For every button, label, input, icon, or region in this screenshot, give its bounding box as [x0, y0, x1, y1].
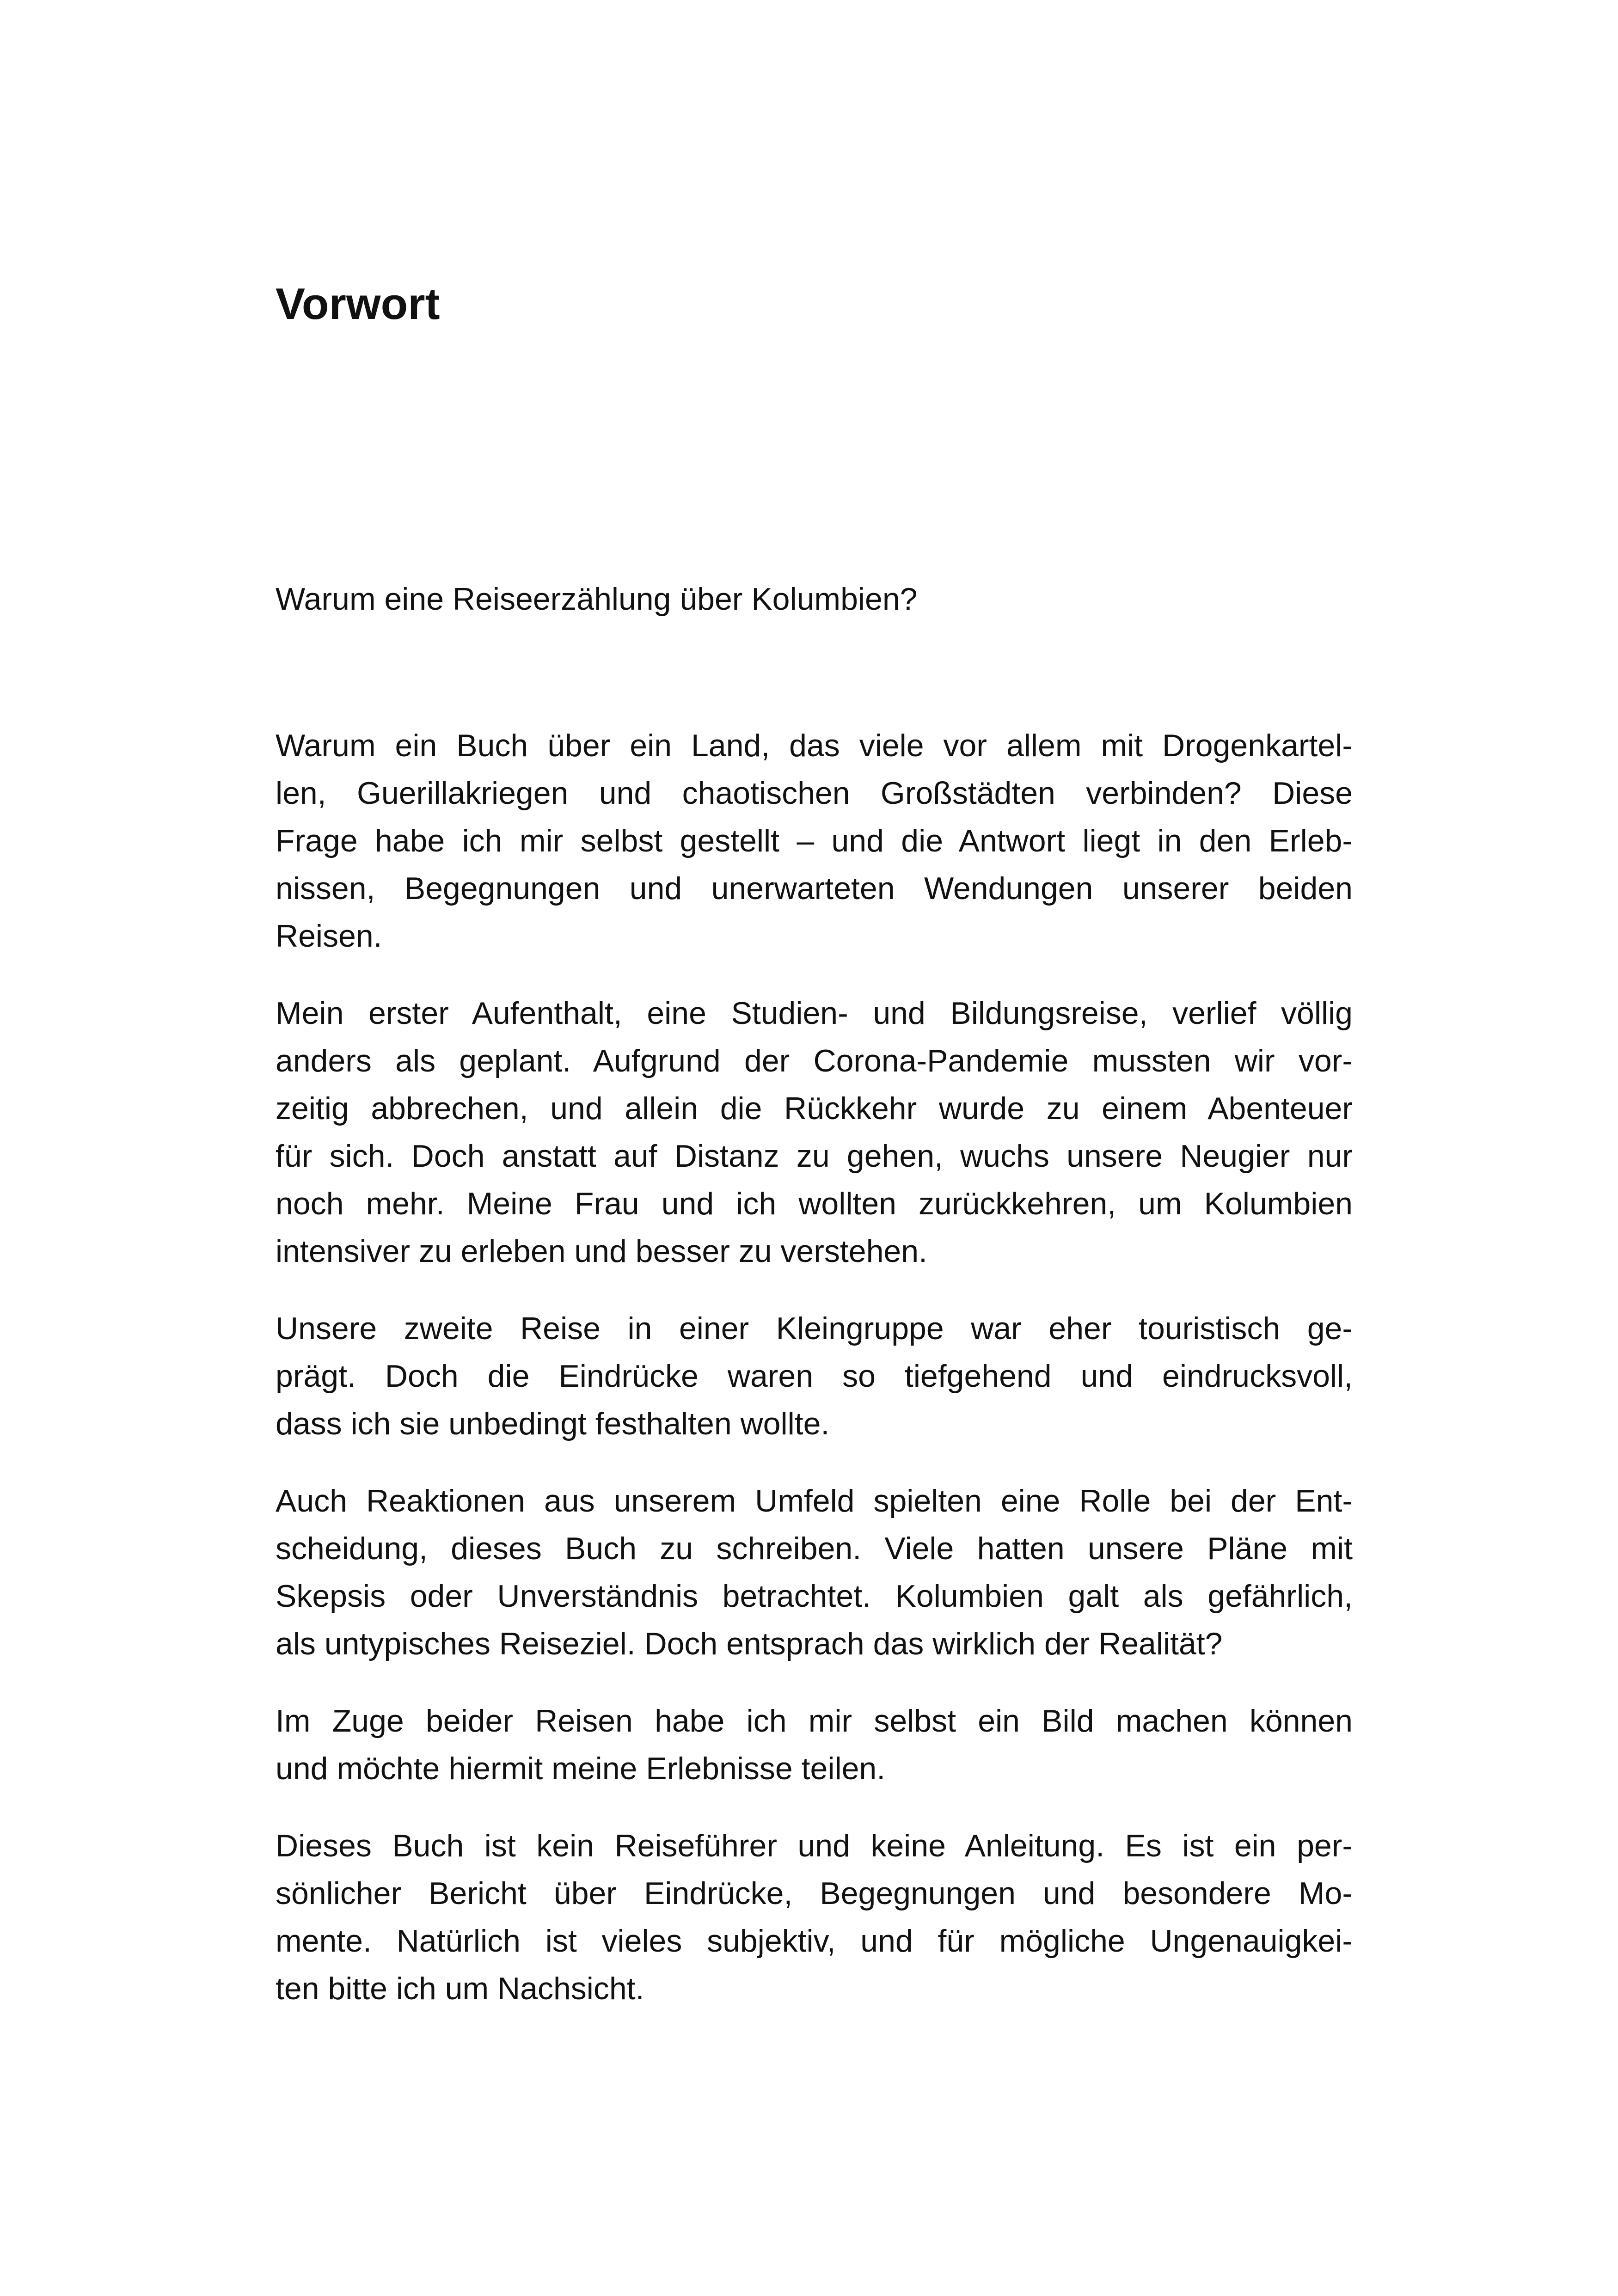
paragraph-line: len, Guerillakriegen und chaotischen Großstädten verbinden? Diese: [276, 776, 1353, 811]
paragraph-line: Unsere zweite Reise in einer Kleingruppe war eher touristisch ge-: [276, 1311, 1353, 1346]
paragraph-5: [276, 1697, 1353, 1793]
intro-question: Warum eine Reiseerzählung über Kolumbien?: [276, 582, 918, 617]
paragraph-line: anders als geplant. Aufgrund der Corona-Pandemie mussten wir vor-: [276, 1043, 1353, 1078]
paragraph-line: und möchte hiermit meine Erlebnisse teilen.: [276, 1751, 886, 1786]
paragraph-line: ten bitte ich um Nachsicht.: [276, 1971, 644, 2006]
paragraph-1: [276, 722, 1353, 960]
paragraph-6: [276, 1822, 1353, 2013]
paragraph-line: als untypisches Reiseziel. Doch entsprach das wirklich der Realität?: [276, 1626, 1223, 1661]
paragraph-line: scheidung, dieses Buch zu schreiben. Viele hatten unsere Pläne mit: [276, 1531, 1353, 1566]
paragraph-line: Mein erster Aufenthalt, eine Studien- und Bildungsreise, verlief völlig: [276, 996, 1353, 1031]
paragraph-line: Dieses Buch ist kein Reiseführer und keine Anleitung. Es ist ein per-: [276, 1828, 1353, 1863]
paragraph-4: [276, 1477, 1353, 1668]
paragraph-line: Reisen.: [276, 918, 382, 954]
paragraph-line: Warum ein Buch über ein Land, das viele vor allem mit Drogenkartel-: [276, 728, 1353, 763]
paragraph-line: mente. Natürlich ist vieles subjektiv, und für mögliche Ungenauigkei-: [276, 1923, 1353, 1959]
body-text: [276, 722, 1353, 2042]
paragraph-line: sönlicher Bericht über Eindrücke, Begegnungen und besondere Mo-: [276, 1876, 1353, 1911]
paragraph-line: zeitig abbrechen, und allein die Rückkehr wurde zu einem Abenteuer: [276, 1091, 1353, 1126]
paragraph-line: Im Zuge beider Reisen habe ich mir selbst ein Bild machen können: [276, 1703, 1353, 1739]
paragraph-line: noch mehr. Meine Frau und ich wollten zurückkehren, um Kolumbien: [276, 1186, 1353, 1221]
paragraph-2: [276, 990, 1353, 1275]
paragraph-line: Auch Reaktionen aus unserem Umfeld spielten eine Rolle bei der Ent-: [276, 1483, 1353, 1518]
paragraph-line: nissen, Begegnungen und unerwarteten Wendungen unserer beiden: [276, 871, 1353, 906]
paragraph-3: [276, 1305, 1353, 1448]
paragraph-line: für sich. Doch anstatt auf Distanz zu gehen, wuchs unsere Neugier nur: [276, 1139, 1353, 1174]
paragraph-line: Skepsis oder Unverständnis betrachtet. Kolumbien galt als gefährlich,: [276, 1579, 1353, 1614]
paragraph-line: dass ich sie unbedingt festhalten wollte.: [276, 1406, 830, 1441]
paragraph-line: intensiver zu erleben und besser zu verstehen.: [276, 1234, 927, 1269]
page-title: Vorwort: [276, 279, 440, 329]
paragraph-line: Frage habe ich mir selbst gestellt – und die Antwort liegt in den Erleb-: [276, 823, 1353, 858]
paragraph-line: prägt. Doch die Eindrücke waren so tiefgehend und eindrucksvoll,: [276, 1359, 1353, 1394]
